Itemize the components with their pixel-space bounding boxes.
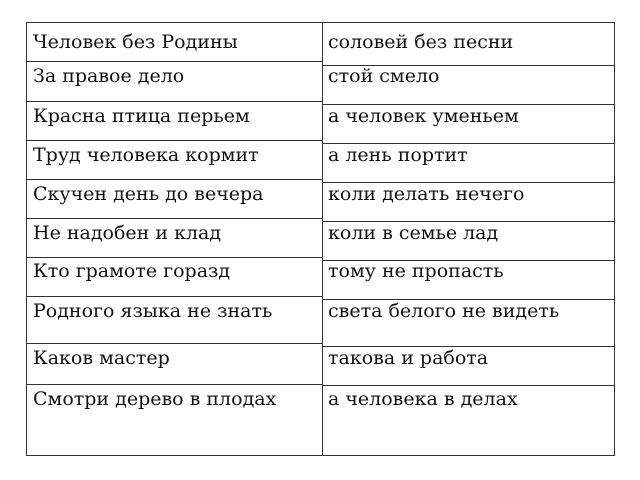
proverb-start-10: Смотри дерево в плодах	[33, 388, 277, 410]
proverb-end-9: такова и работа	[328, 347, 489, 369]
proverb-start-6: Не надобен и клад	[33, 222, 222, 244]
proverb-start-1: Человек без Родины	[33, 31, 238, 53]
proverb-end-5: коли делать нечего	[328, 183, 525, 205]
proverb-start-8: Родного языка не знать	[33, 300, 273, 322]
proverb-start-2: За правое дело	[33, 65, 185, 87]
proverb-end-8: света белого не видеть	[328, 300, 560, 322]
proverb-end-4: а лень портит	[328, 144, 468, 166]
proverb-end-2: стой смело	[328, 65, 440, 87]
proverb-end-3: а человек уменьем	[328, 105, 519, 127]
proverb-start-3: Красна птица перьем	[33, 105, 250, 127]
proverb-end-10: а человека в делах	[328, 388, 518, 410]
proverb-end-1: соловей без песни	[328, 31, 514, 53]
proverb-start-4: Труд человека кормит	[33, 144, 259, 166]
proverb-start-9: Каков мастер	[33, 347, 170, 369]
proverb-end-6: коли в семье лад	[328, 222, 499, 244]
proverb-start-7: Кто грамоте горазд	[33, 260, 231, 282]
proverb-end-7: тому не пропасть	[328, 260, 504, 282]
proverb-start-5: Скучен день до вечера	[33, 183, 264, 205]
